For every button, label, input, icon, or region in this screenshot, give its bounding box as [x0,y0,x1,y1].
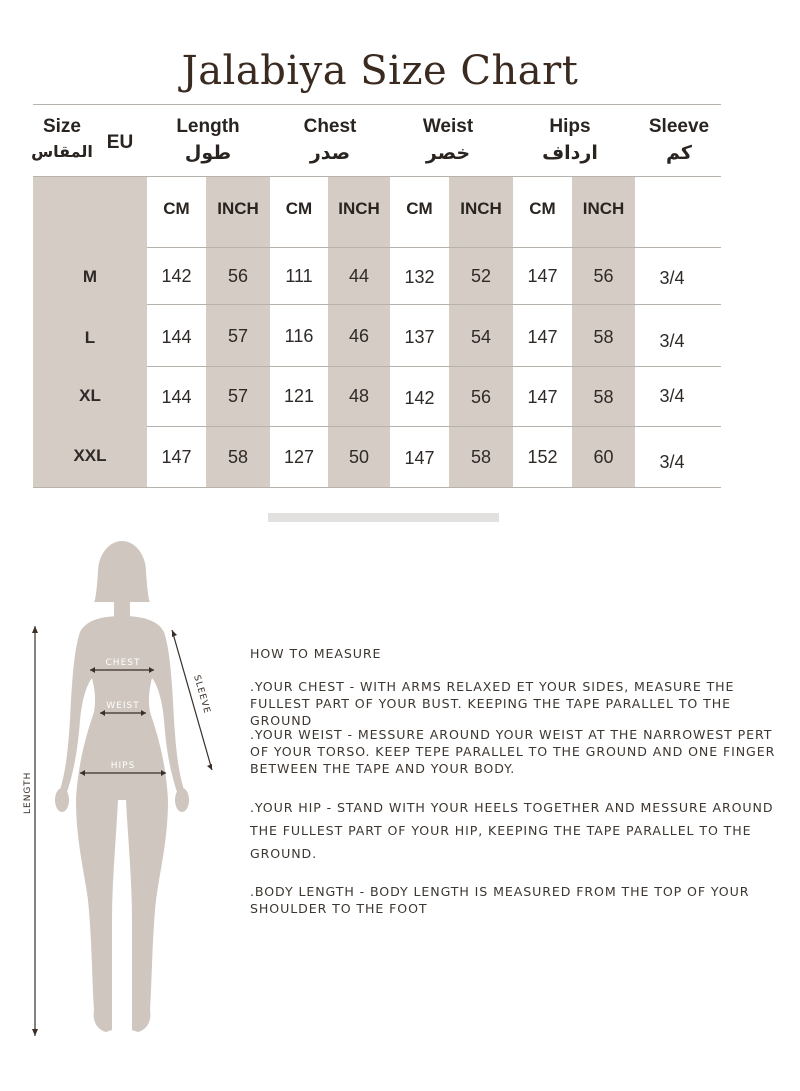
hair-shape [94,572,150,602]
length-cm: 147 [161,447,192,467]
chest-label: CHEST [105,658,141,668]
weist-inch: 58 [470,447,492,467]
chest-inch: 44 [348,266,370,286]
header-length-en: Length [176,116,240,137]
unit-cm: CM [406,199,433,218]
weist-inch: 56 [470,387,492,407]
unit-cm: CM [163,199,190,218]
chest-inch: 48 [348,386,370,406]
hips-inch: 58 [593,327,614,347]
right-hand [175,788,189,812]
unit-inch: INCH [217,199,259,218]
sleeve-label: SLEEVE [191,674,212,716]
weist-inch: 54 [470,327,492,347]
header-sleeve [634,116,724,164]
hips-inch: 56 [593,266,614,286]
sleeve: 3/4 [659,386,685,406]
length-cm: 142 [161,266,192,286]
weist-cm: 142 [404,388,435,408]
unit-cm: CM [529,199,556,218]
table-top-rule [33,104,721,105]
weist-instructions: .YOUR WEIST - MESSURE AROUND YOUR WEIST AT THE NARROWEST PERT OF YOUR TORSO. KEEP TEPE PARALLEL TO THE GROUND AND ONE FINGER BETWEEN THE TAPE AND YOUR BODY. [250,727,776,776]
chest-cm: 127 [283,447,315,467]
header-size-en: Size [42,116,82,137]
sleeve-arrow-bottom [207,764,212,770]
row-rule [147,247,721,248]
header-size-ar: المقاس [31,142,93,161]
weist-inch: 52 [470,266,492,286]
sleeve: 3/4 [659,452,685,472]
weist-label: WEIST [106,701,140,711]
header-chest-en: Chest [303,116,357,137]
body-length-instructions: .BODY LENGTH - BODY LENGTH IS MEASURED FROM THE TOP OF YOUR SHOULDER TO THE FOOT [250,884,750,916]
unit-cm: CM [285,199,313,218]
header-hips [520,116,620,164]
row-size: L [84,328,96,347]
chest-cm: 121 [283,386,315,406]
hips-cm: 147 [527,327,558,347]
row-rule [147,304,721,305]
length-inch: 58 [227,447,249,467]
hips-inch: 58 [593,387,614,407]
weist-cm: 132 [404,267,435,287]
header-sleeve-ar: كم [666,142,692,164]
row-size: XXL [73,446,107,465]
length-label: LENGTH [23,771,33,814]
hips-cm: 152 [527,447,558,467]
how-to-measure-title: HOW TO MEASURE [250,646,382,661]
horizontal-scrollbar[interactable] [268,513,499,522]
left-hand [55,788,69,812]
hips-label: HIPS [110,761,136,771]
row-rule [147,426,721,427]
page-title: Jalabiya Size Chart [181,48,579,94]
length-cm: 144 [161,387,192,407]
header-weist-ar: خصر [425,142,471,164]
table-bottom-rule [33,487,721,488]
hips-cm: 147 [527,387,558,407]
row-size: M [82,267,98,286]
hips-inch: 60 [593,447,614,467]
hip-instructions: .YOUR HIP - STAND WITH YOUR HEELS TOGETHER AND MESSURE AROUND THE FULLEST PART OF YOUR HIP, KEEPING THE TAPE PARALLEL TO THE GROUND. [250,800,774,861]
header-length [158,116,258,164]
hips-cm: 147 [527,266,558,286]
sleeve-arrow-top [172,630,177,637]
header-weist [398,116,498,164]
chest-instructions: .YOUR CHEST - WITH ARMS RELAXED ET YOUR SIDES, MEASURE THE FULLEST PART OF YOUR BUST. KEEPING THE TAPE PARALLEL TO THE GROUND [250,679,735,728]
header-chest-ar: صدر [309,142,351,164]
length-inch: 57 [227,386,249,406]
length-arrow-bottom [32,1029,38,1036]
header-chest [280,116,380,164]
header-eu [100,132,140,154]
sleeve: 3/4 [659,331,685,351]
chest-inch: 50 [348,447,370,467]
body-shape [60,616,184,1032]
chest-cm: 116 [284,326,314,346]
header-size [28,116,96,161]
weist-cm: 137 [404,327,435,347]
chest-inch: 46 [348,326,370,346]
length-arrow-top [32,626,38,633]
header-length-ar: طول [184,142,232,164]
header-bottom-rule [33,176,721,177]
header-sleeve-en: Sleeve [648,116,710,137]
unit-inch: INCH [338,199,380,218]
chest-cm: 111 [285,266,313,286]
unit-inch: INCH [460,199,502,218]
weist-cm: 147 [404,448,435,468]
header-hips-en: Hips [549,116,591,137]
length-cm: 144 [161,327,192,347]
row-size: XL [79,386,101,405]
sleeve: 3/4 [659,268,685,288]
body-silhouette-figure [0,530,240,1050]
header-eu-label: EU [106,132,134,153]
unit-inch: INCH [582,199,625,218]
header-hips-ar: ارداف [542,142,598,164]
header-weist-en: Weist [422,116,474,137]
length-inch: 57 [227,326,249,346]
length-inch: 56 [227,266,249,286]
row-rule [147,366,721,367]
